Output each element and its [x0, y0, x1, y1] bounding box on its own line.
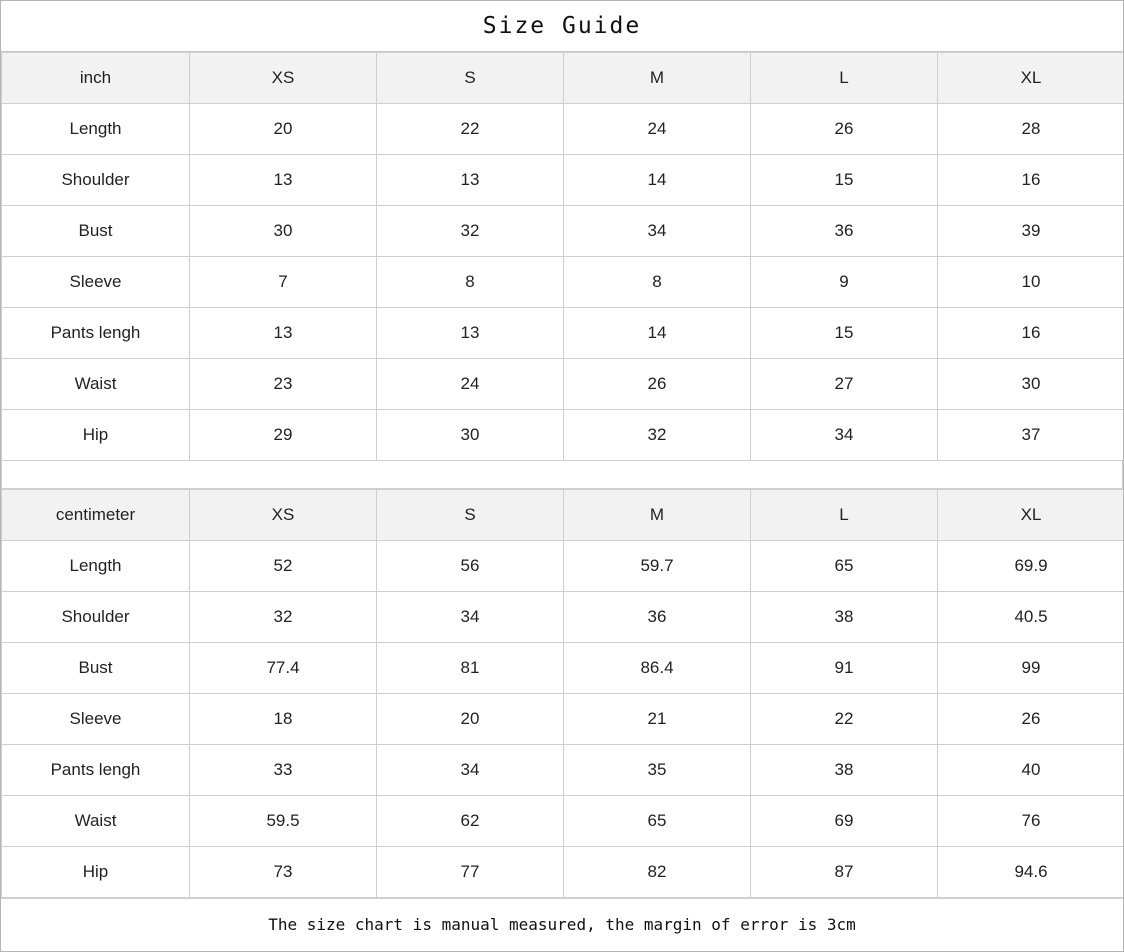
table-row	[2, 745, 1124, 796]
measure-value: 37	[938, 410, 1124, 461]
table-row	[2, 410, 1124, 461]
measure-value: 34	[564, 206, 751, 257]
measure-value: 34	[377, 745, 564, 796]
measure-value: 65	[751, 541, 938, 592]
measure-value: 30	[190, 206, 377, 257]
measure-value: 20	[377, 694, 564, 745]
measure-label: Bust	[2, 206, 190, 257]
measure-value: 8	[564, 257, 751, 308]
inch-table-head	[2, 53, 1124, 104]
measure-value: 52	[190, 541, 377, 592]
measure-value: 40	[938, 745, 1124, 796]
measure-value: 59.5	[190, 796, 377, 847]
measure-value: 73	[190, 847, 377, 898]
measure-label: Hip	[2, 847, 190, 898]
measure-value: 20	[190, 104, 377, 155]
measure-value: 14	[564, 155, 751, 206]
measure-value: 40.5	[938, 592, 1124, 643]
table-row	[2, 847, 1124, 898]
centimeter-table-head	[2, 490, 1124, 541]
unit-header-centimeter: centimeter	[2, 490, 190, 541]
measure-value: 9	[751, 257, 938, 308]
measure-value: 36	[564, 592, 751, 643]
size-header-l: L	[751, 490, 938, 541]
measure-value: 16	[938, 155, 1124, 206]
measure-value: 13	[377, 308, 564, 359]
measure-value: 10	[938, 257, 1124, 308]
measure-label: Hip	[2, 410, 190, 461]
measure-label: Pants lengh	[2, 308, 190, 359]
size-header-xl: XL	[938, 53, 1124, 104]
inch-table-wrapper	[1, 52, 1123, 461]
table-row	[2, 694, 1124, 745]
measure-value: 69	[751, 796, 938, 847]
measure-label: Waist	[2, 359, 190, 410]
measure-value: 7	[190, 257, 377, 308]
measure-value: 86.4	[564, 643, 751, 694]
measure-value: 77	[377, 847, 564, 898]
measure-value: 35	[564, 745, 751, 796]
measure-value: 27	[751, 359, 938, 410]
measure-value: 69.9	[938, 541, 1124, 592]
measure-value: 38	[751, 592, 938, 643]
table-row	[2, 592, 1124, 643]
measure-value: 32	[190, 592, 377, 643]
measure-value: 81	[377, 643, 564, 694]
centimeter-table-wrapper	[1, 489, 1123, 898]
size-header-xs: XS	[190, 53, 377, 104]
measure-value: 34	[377, 592, 564, 643]
measure-value: 36	[751, 206, 938, 257]
measurement-disclaimer: The size chart is manual measured, the margin of error is 3cm	[1, 898, 1123, 951]
measure-value: 38	[751, 745, 938, 796]
table-row	[2, 206, 1124, 257]
measure-value: 32	[564, 410, 751, 461]
table-row	[2, 308, 1124, 359]
size-header-m: M	[564, 53, 751, 104]
measure-value: 34	[751, 410, 938, 461]
inch-table-body	[2, 104, 1124, 461]
measure-value: 62	[377, 796, 564, 847]
measure-value: 28	[938, 104, 1124, 155]
table-separator	[1, 461, 1123, 489]
measure-label: Bust	[2, 643, 190, 694]
measure-value: 13	[190, 155, 377, 206]
table-header-row	[2, 490, 1124, 541]
size-header-xl: XL	[938, 490, 1124, 541]
measure-value: 22	[751, 694, 938, 745]
measure-value: 8	[377, 257, 564, 308]
size-header-xs: XS	[190, 490, 377, 541]
table-row	[2, 359, 1124, 410]
measure-value: 26	[564, 359, 751, 410]
table-row	[2, 104, 1124, 155]
table-row	[2, 257, 1124, 308]
table-row	[2, 155, 1124, 206]
measure-label: Shoulder	[2, 155, 190, 206]
measure-value: 65	[564, 796, 751, 847]
measure-value: 15	[751, 155, 938, 206]
measure-value: 15	[751, 308, 938, 359]
measure-value: 22	[377, 104, 564, 155]
measure-value: 21	[564, 694, 751, 745]
measure-value: 24	[377, 359, 564, 410]
page-title: Size Guide	[1, 1, 1123, 52]
measure-value: 76	[938, 796, 1124, 847]
measure-label: Length	[2, 104, 190, 155]
measure-value: 30	[938, 359, 1124, 410]
measure-value: 77.4	[190, 643, 377, 694]
table-row	[2, 643, 1124, 694]
measure-value: 91	[751, 643, 938, 694]
measure-value: 32	[377, 206, 564, 257]
measure-value: 29	[190, 410, 377, 461]
size-header-s: S	[377, 53, 564, 104]
unit-header-inch: inch	[2, 53, 190, 104]
measure-value: 94.6	[938, 847, 1124, 898]
measure-value: 24	[564, 104, 751, 155]
measure-value: 13	[190, 308, 377, 359]
measure-value: 18	[190, 694, 377, 745]
table-row	[2, 541, 1124, 592]
centimeter-table-body	[2, 541, 1124, 898]
size-header-l: L	[751, 53, 938, 104]
table-row	[2, 796, 1124, 847]
measure-value: 99	[938, 643, 1124, 694]
centimeter-size-table	[1, 489, 1124, 898]
measure-label: Pants lengh	[2, 745, 190, 796]
inch-size-table	[1, 52, 1124, 461]
measure-value: 26	[938, 694, 1124, 745]
measure-value: 87	[751, 847, 938, 898]
size-header-m: M	[564, 490, 751, 541]
measure-label: Sleeve	[2, 257, 190, 308]
table-header-row	[2, 53, 1124, 104]
measure-value: 23	[190, 359, 377, 410]
measure-label: Waist	[2, 796, 190, 847]
measure-value: 59.7	[564, 541, 751, 592]
measure-value: 13	[377, 155, 564, 206]
measure-value: 14	[564, 308, 751, 359]
measure-label: Sleeve	[2, 694, 190, 745]
measure-value: 16	[938, 308, 1124, 359]
measure-value: 33	[190, 745, 377, 796]
measure-value: 26	[751, 104, 938, 155]
measure-value: 82	[564, 847, 751, 898]
size-header-s: S	[377, 490, 564, 541]
measure-label: Length	[2, 541, 190, 592]
measure-value: 30	[377, 410, 564, 461]
measure-value: 56	[377, 541, 564, 592]
measure-label: Shoulder	[2, 592, 190, 643]
measure-value: 39	[938, 206, 1124, 257]
